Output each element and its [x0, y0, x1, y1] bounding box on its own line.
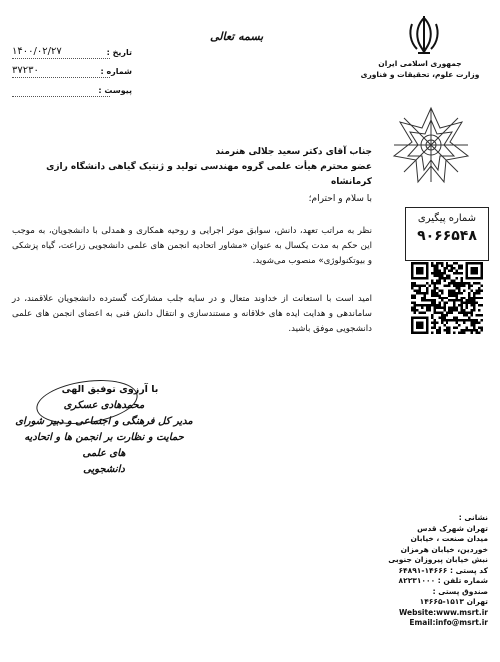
signer-title-line-2: حمایت و نظارت بر انجمن ها و اتحادیه های علمی [24, 432, 184, 459]
date-field [12, 46, 132, 60]
recipient-name: جناب آقای دکتر سعید جلالی هنرمند [215, 147, 372, 157]
tracking-number-box [405, 207, 489, 261]
date-value: ۱۴۰۰/۰۲/۲۷ [12, 46, 62, 57]
signer-title-line-1: مدیر کل فرهنگی و اجتماعی و دبیر شورای [15, 416, 193, 427]
ministry-line-2: وزارت علوم، تحقیقات و فناوری [360, 70, 480, 79]
contact-line: کد پستی : ۱۴۶۶۶-۶۴۸۹۱ [398, 565, 488, 575]
contact-line: شماره تلفن : ۸۲۲۳۱۰۰۰ [398, 576, 488, 585]
contact-line: میدان صنعت ، خیابان [410, 534, 488, 543]
islamic-rosette-icon [392, 106, 470, 184]
ministry-line-1: جمهوری اسلامی ایران [378, 59, 462, 68]
date-label: تاریخ : [106, 48, 132, 57]
contact-line: تهران شهرک قدس [417, 523, 488, 533]
greeting: با سلام و احترام؛ [308, 194, 372, 204]
tracking-label: شماره پیگیری [417, 213, 477, 224]
letter-heading: بسمه تعالی [210, 30, 264, 43]
attachment-label: پیوست : [98, 86, 132, 95]
contact-line: صندوق پستی : [432, 586, 488, 596]
contact-line: خوردین، خیابان هرمزان [400, 544, 488, 554]
signer-title-line-3: دانشجویی [83, 464, 125, 475]
qr-code-icon [411, 262, 483, 334]
body-paragraph-2: امید است با استعانت از خداوند متعال و در سایه جلب مشارکت گسترده دانشجویان علاقمند، در ساماندهی و هدایت ایده های خلاقانه و مستندسازی و انتقال دانش فنی به اعضای انجمن های علمی دانشجویی موفق باشید. [12, 294, 372, 334]
ministry-name [360, 58, 480, 80]
contact-line: نشانی : [458, 513, 488, 522]
number-label: شماره : [100, 67, 132, 76]
recipient-position: عضو محترم هیأت علمی گروه مهندسی تولید و ژنتیک گیاهی دانشگاه رازی کرمانشاه [46, 162, 372, 187]
number-field [12, 65, 132, 79]
email-link[interactable]: Email:info@msrt.ir [409, 618, 488, 627]
attachment-field [12, 84, 132, 98]
body-paragraph-1: نظر به مراتب تعهد، دانش، سوابق موثر اجرایی و روحیه همکاری و همدلی با دانشجویان، به موجب این حکم به مدت یکسال به عنوان «مشاور اتحادیه انجمن های علمی دانشجویی زراعت، گیاه پزشکی و بیوتکنولوژی» منصوب می‌شوید. [12, 226, 372, 266]
signer-block [15, 398, 193, 478]
closing-phrase: با آرزوی توفیق الهی [61, 384, 159, 395]
number-value: ۳۷۲۳۰ [12, 65, 39, 76]
contact-block [360, 513, 488, 629]
contact-line: تهران ۱۵۱۳-۱۴۶۶۵ [419, 597, 488, 606]
signer-name: محمدهادی عسکری [63, 400, 145, 411]
iran-emblem-icon [404, 14, 444, 56]
tracking-number: ۹۰۶۶۵۴۸ [417, 228, 477, 244]
recipient-block [12, 145, 372, 190]
website-link[interactable]: Website:www.msrt.ir [398, 607, 488, 617]
contact-line: نبش خیابان پیروزان جنوبی [388, 555, 488, 564]
